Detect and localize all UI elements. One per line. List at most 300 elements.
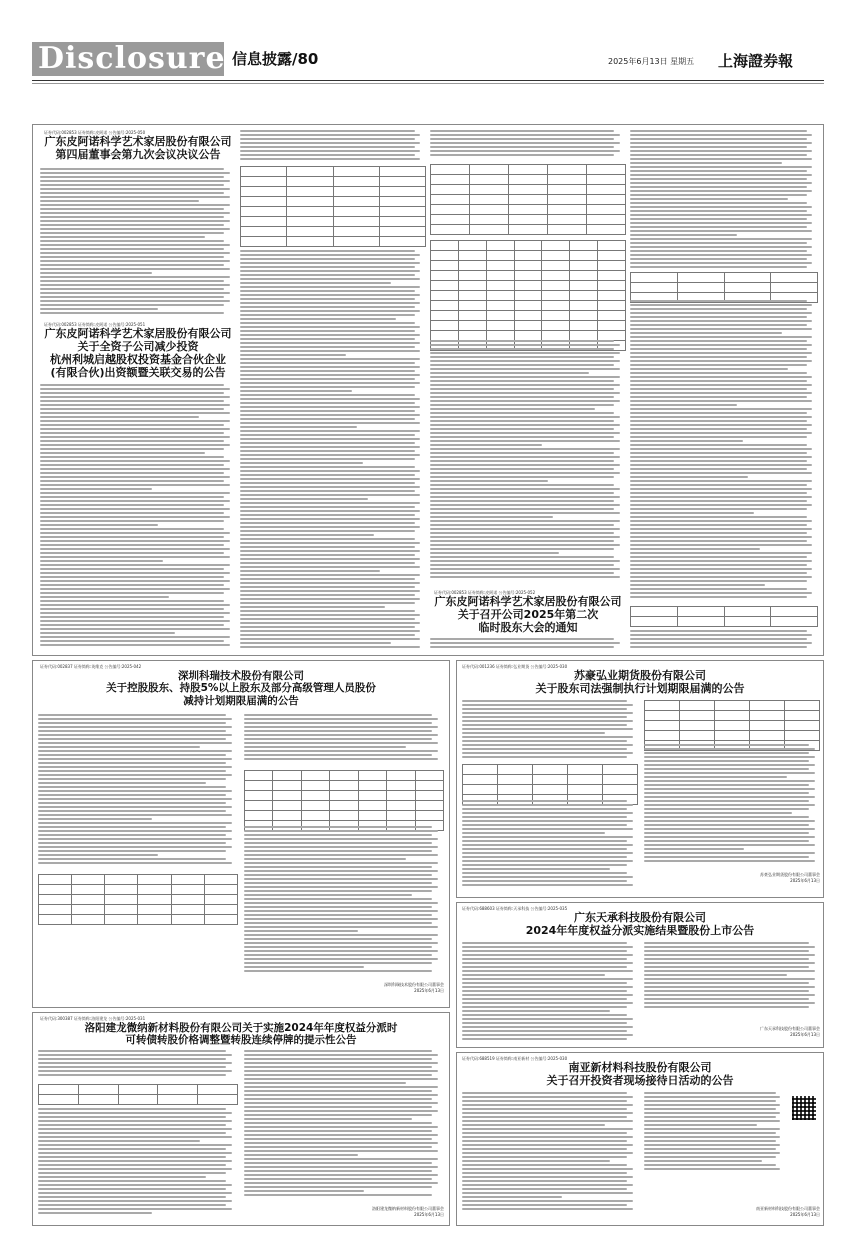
- text-line: [430, 400, 620, 402]
- text-line: [240, 482, 415, 484]
- table-cell: [715, 721, 750, 731]
- text-line: [462, 1136, 633, 1138]
- text-line: [644, 1144, 780, 1146]
- table-cell: [750, 721, 785, 731]
- table-row: [431, 251, 626, 261]
- text-line: [40, 448, 224, 450]
- text-line: [38, 746, 200, 748]
- table-cell: [570, 251, 598, 261]
- text-line: [244, 1062, 438, 1064]
- text-line: [244, 746, 406, 748]
- table-cell: [330, 771, 358, 781]
- text-line: [430, 340, 614, 342]
- section-title: 信息披露/80: [232, 50, 319, 68]
- text-line: [644, 994, 815, 996]
- text-line: [38, 830, 232, 832]
- table-cell: [387, 771, 415, 781]
- text-line: [644, 768, 809, 770]
- text-line: [40, 468, 230, 470]
- text-line: [630, 222, 812, 224]
- table-cell: [171, 875, 204, 885]
- table-cell: [78, 1085, 118, 1095]
- text-line: [430, 428, 614, 430]
- text-line: [430, 138, 614, 140]
- text-line: [462, 954, 633, 956]
- text-line: [630, 592, 812, 594]
- text-line: [462, 740, 627, 742]
- table-cell: [204, 905, 237, 915]
- table-cell: [598, 261, 626, 271]
- table-cell: [542, 331, 570, 341]
- text-line: [38, 1108, 226, 1110]
- table-cell: [118, 1085, 158, 1095]
- text-line: [430, 464, 620, 466]
- table-cell: [105, 895, 138, 905]
- text-line: [40, 472, 224, 474]
- text-line: [240, 354, 346, 356]
- table-cell: [458, 301, 486, 311]
- text-line: [240, 334, 420, 336]
- text-line: [240, 470, 420, 472]
- text-line: [630, 198, 788, 200]
- text-line: [644, 1148, 776, 1150]
- table-cell: [771, 283, 818, 293]
- table-cell: [587, 185, 626, 195]
- text-line: [40, 492, 230, 494]
- a7-body-right: [644, 942, 820, 1012]
- table-cell: [715, 731, 750, 741]
- text-line: [630, 536, 812, 538]
- text-line: [38, 1208, 232, 1210]
- text-line: [244, 1086, 438, 1088]
- table-cell: [470, 175, 509, 185]
- text-line: [40, 388, 230, 390]
- table-cell: [330, 811, 358, 821]
- text-line: [244, 1154, 358, 1156]
- text-line: [40, 480, 224, 482]
- text-line: [240, 426, 357, 428]
- text-line: [630, 584, 765, 586]
- text-line: [40, 276, 230, 278]
- text-line: [630, 238, 812, 240]
- text-line: [630, 508, 807, 510]
- table-cell: [598, 331, 626, 341]
- text-line: [240, 138, 415, 140]
- table-cell: [514, 301, 542, 311]
- text-line: [630, 388, 807, 390]
- text-line: [38, 798, 232, 800]
- table-cell: [509, 225, 548, 235]
- table-row: [431, 195, 626, 205]
- text-line: [430, 444, 542, 446]
- text-line: [644, 946, 815, 948]
- text-line: [644, 1132, 776, 1134]
- table-cell: [105, 885, 138, 895]
- text-line: [40, 428, 230, 430]
- table-cell: [273, 781, 301, 791]
- text-line: [462, 1038, 627, 1040]
- text-line: [644, 1002, 815, 1004]
- text-line: [240, 582, 420, 584]
- table-cell: [570, 331, 598, 341]
- text-line: [240, 430, 420, 432]
- text-line: [40, 220, 230, 222]
- table-cell: [724, 607, 771, 617]
- table-cell: [587, 215, 626, 225]
- text-line: [630, 646, 807, 648]
- text-line: [430, 376, 620, 378]
- text-line: [462, 1196, 562, 1198]
- text-line: [462, 1112, 633, 1114]
- text-line: [462, 716, 627, 718]
- table-cell: [598, 291, 626, 301]
- text-line: [40, 396, 230, 398]
- text-line: [240, 542, 420, 544]
- text-line: [40, 224, 224, 226]
- text-line: [644, 1104, 780, 1106]
- text-line: [630, 416, 812, 418]
- a2-body: [40, 384, 236, 648]
- text-line: [244, 718, 438, 720]
- text-line: [630, 138, 807, 140]
- table-row: [431, 215, 626, 225]
- text-line: [244, 842, 432, 844]
- text-line: [240, 402, 415, 404]
- text-line: [240, 626, 415, 628]
- text-line: [462, 1204, 627, 1206]
- text-line: [644, 1136, 780, 1138]
- text-line: [40, 308, 158, 310]
- table-cell: [598, 311, 626, 321]
- table-cell: [548, 205, 587, 215]
- text-line: [40, 236, 205, 238]
- text-line: [244, 942, 438, 944]
- text-line: [430, 536, 620, 538]
- table-cell: [431, 311, 459, 321]
- a3-code: 证券代码:002853 证券简称:皮阿诺 公告编号:2025-052: [434, 590, 536, 595]
- text-line: [240, 578, 415, 580]
- text-line: [240, 586, 415, 588]
- table-cell: [645, 731, 680, 741]
- table-row: [431, 291, 626, 301]
- table-cell: [542, 311, 570, 321]
- text-line: [240, 438, 420, 440]
- text-line: [240, 610, 415, 612]
- table-cell: [379, 237, 425, 247]
- text-line: [244, 754, 432, 756]
- table-cell: [631, 617, 678, 627]
- text-line: [630, 348, 807, 350]
- table-cell: [241, 237, 287, 247]
- text-line: [244, 738, 432, 740]
- text-line: [38, 1054, 232, 1056]
- text-line: [244, 970, 432, 972]
- text-line: [40, 524, 158, 526]
- text-line: [240, 574, 420, 576]
- text-line: [462, 1200, 633, 1202]
- table-cell: [570, 271, 598, 281]
- text-line: [630, 254, 812, 256]
- table-cell: [509, 195, 548, 205]
- text-line: [630, 166, 812, 168]
- table-cell: [785, 701, 820, 711]
- text-line: [644, 772, 815, 774]
- text-line: [244, 958, 438, 960]
- table-row: [431, 205, 626, 215]
- text-line: [430, 492, 614, 494]
- text-line: [244, 1102, 438, 1104]
- header-rule-thin: [32, 83, 824, 84]
- table-cell: [533, 775, 568, 785]
- text-line: [240, 566, 420, 568]
- text-line: [430, 540, 614, 542]
- text-line: [38, 742, 232, 744]
- table-cell: [680, 721, 715, 731]
- table-cell: [548, 195, 587, 205]
- text-line: [430, 368, 620, 370]
- table-cell: [287, 237, 333, 247]
- text-line: [430, 642, 620, 644]
- text-line: [630, 320, 812, 322]
- text-line: [462, 970, 633, 972]
- text-line: [244, 870, 438, 872]
- table-row: [463, 785, 638, 795]
- text-line: [430, 380, 614, 382]
- text-line: [462, 852, 633, 854]
- text-line: [644, 1160, 762, 1162]
- col3-table-1: [430, 164, 626, 235]
- table-row: [431, 331, 626, 341]
- text-line: [40, 244, 230, 246]
- text-line: [630, 266, 807, 268]
- table-cell: [379, 167, 425, 177]
- table-cell: [358, 781, 386, 791]
- table-row: [631, 283, 818, 293]
- text-line: [244, 846, 438, 848]
- table-cell: [458, 251, 486, 261]
- text-line: [40, 460, 230, 462]
- text-line: [462, 820, 633, 822]
- table-cell: [533, 785, 568, 795]
- text-line: [244, 758, 438, 760]
- text-line: [244, 1074, 432, 1076]
- table-cell: [750, 731, 785, 741]
- table-cell: [415, 811, 443, 821]
- text-line: [430, 364, 614, 366]
- a7-body-left: [462, 942, 638, 1042]
- text-line: [240, 526, 420, 528]
- text-line: [462, 1104, 633, 1106]
- table-row: [645, 711, 820, 721]
- text-line: [40, 436, 230, 438]
- table-cell: [72, 875, 105, 885]
- text-line: [38, 1172, 226, 1174]
- text-line: [240, 498, 368, 500]
- table-cell: [72, 905, 105, 915]
- text-line: [430, 436, 614, 438]
- text-line: [462, 812, 633, 814]
- text-line: [630, 460, 807, 462]
- text-line: [630, 516, 807, 518]
- text-line: [644, 748, 815, 750]
- text-line: [462, 950, 627, 952]
- table-cell: [358, 811, 386, 821]
- text-line: [644, 1100, 776, 1102]
- table-cell: [105, 875, 138, 885]
- table-cell: [245, 811, 273, 821]
- table-cell: [431, 215, 470, 225]
- text-line: [462, 1100, 627, 1102]
- text-line: [40, 300, 230, 302]
- text-line: [644, 1156, 776, 1158]
- text-line: [40, 604, 230, 606]
- text-line: [240, 398, 420, 400]
- text-line: [240, 606, 385, 608]
- text-line: [430, 572, 614, 574]
- table-row: [241, 237, 426, 247]
- text-line: [244, 862, 438, 864]
- text-line: [240, 266, 415, 268]
- table-cell: [379, 217, 425, 227]
- text-line: [462, 1010, 610, 1012]
- table-cell: [415, 801, 443, 811]
- text-line: [630, 396, 807, 398]
- text-line: [38, 826, 226, 828]
- text-line: [244, 1158, 438, 1160]
- table-row: [241, 177, 426, 187]
- text-line: [430, 560, 620, 562]
- text-line: [244, 1070, 438, 1072]
- text-line: [40, 544, 224, 546]
- table-cell: [587, 205, 626, 215]
- text-line: [644, 1164, 776, 1166]
- a8-body-right: [644, 1092, 784, 1172]
- text-line: [630, 524, 807, 526]
- text-line: [462, 1116, 627, 1118]
- text-line: [644, 954, 815, 956]
- text-line: [240, 570, 380, 572]
- text-line: [240, 390, 352, 392]
- text-line: [630, 162, 782, 164]
- text-line: [630, 520, 812, 522]
- table-cell: [498, 765, 533, 775]
- table-cell: [548, 175, 587, 185]
- text-line: [644, 978, 815, 980]
- text-line: [462, 1188, 627, 1190]
- text-line: [40, 248, 224, 250]
- text-line: [430, 500, 614, 502]
- text-line: [40, 268, 230, 270]
- text-line: [644, 986, 815, 988]
- table-cell: [514, 321, 542, 331]
- text-line: [40, 464, 224, 466]
- table-cell: [330, 801, 358, 811]
- text-line: [462, 864, 627, 866]
- a8-code: 证券代码:688519 证券简称:南亚新材 公告编号:2025-030: [462, 1056, 568, 1061]
- table-cell: [785, 711, 820, 721]
- text-line: [430, 154, 614, 156]
- text-line: [38, 1176, 206, 1178]
- table-cell: [548, 165, 587, 175]
- text-line: [430, 646, 614, 648]
- table-cell: [645, 701, 680, 711]
- text-line: [630, 324, 807, 326]
- text-line: [38, 778, 226, 780]
- a4-table-left: [38, 874, 238, 925]
- text-line: [644, 1128, 780, 1130]
- table-cell: [677, 607, 724, 617]
- text-line: [630, 392, 812, 394]
- table-cell: [785, 731, 820, 741]
- text-line: [430, 348, 614, 350]
- table-cell: [486, 241, 514, 251]
- text-line: [38, 1184, 232, 1186]
- text-line: [644, 1092, 776, 1094]
- text-line: [430, 488, 620, 490]
- text-line: [244, 946, 432, 948]
- text-line: [244, 1082, 406, 1084]
- text-line: [40, 540, 230, 542]
- text-line: [430, 142, 620, 144]
- text-line: [40, 312, 224, 314]
- text-line: [462, 844, 633, 846]
- col4-table-2: [630, 606, 818, 627]
- table-cell: [204, 915, 237, 925]
- table-cell: [72, 885, 105, 895]
- text-line: [644, 856, 809, 858]
- text-line: [240, 286, 420, 288]
- text-line: [240, 382, 420, 384]
- table-row: [431, 301, 626, 311]
- text-line: [430, 344, 620, 346]
- text-line: [462, 982, 627, 984]
- text-line: [38, 1180, 226, 1182]
- text-line: [430, 352, 620, 354]
- table-cell: [570, 281, 598, 291]
- table-cell: [631, 607, 678, 617]
- table-row: [645, 701, 820, 711]
- text-line: [240, 302, 420, 304]
- a5-table: [38, 1084, 238, 1105]
- text-line: [40, 596, 169, 598]
- table-cell: [333, 217, 379, 227]
- text-line: [430, 544, 620, 546]
- text-line: [630, 512, 754, 514]
- text-line: [462, 946, 633, 948]
- text-line: [40, 228, 230, 230]
- text-line: [630, 246, 812, 248]
- table-cell: [715, 711, 750, 721]
- table-cell: [138, 885, 171, 895]
- text-line: [630, 580, 807, 582]
- table-cell: [509, 215, 548, 225]
- text-line: [462, 1132, 627, 1134]
- table-cell: [598, 301, 626, 311]
- text-line: [40, 272, 152, 274]
- text-line: [240, 262, 420, 264]
- text-line: [630, 404, 737, 406]
- table-cell: [39, 1085, 79, 1095]
- text-line: [462, 756, 627, 758]
- text-line: [430, 576, 620, 578]
- text-line: [244, 838, 438, 840]
- table-cell: [486, 271, 514, 281]
- table-cell: [680, 711, 715, 721]
- text-line: [462, 728, 633, 730]
- text-line: [630, 468, 807, 470]
- text-line: [240, 386, 415, 388]
- text-line: [244, 934, 438, 936]
